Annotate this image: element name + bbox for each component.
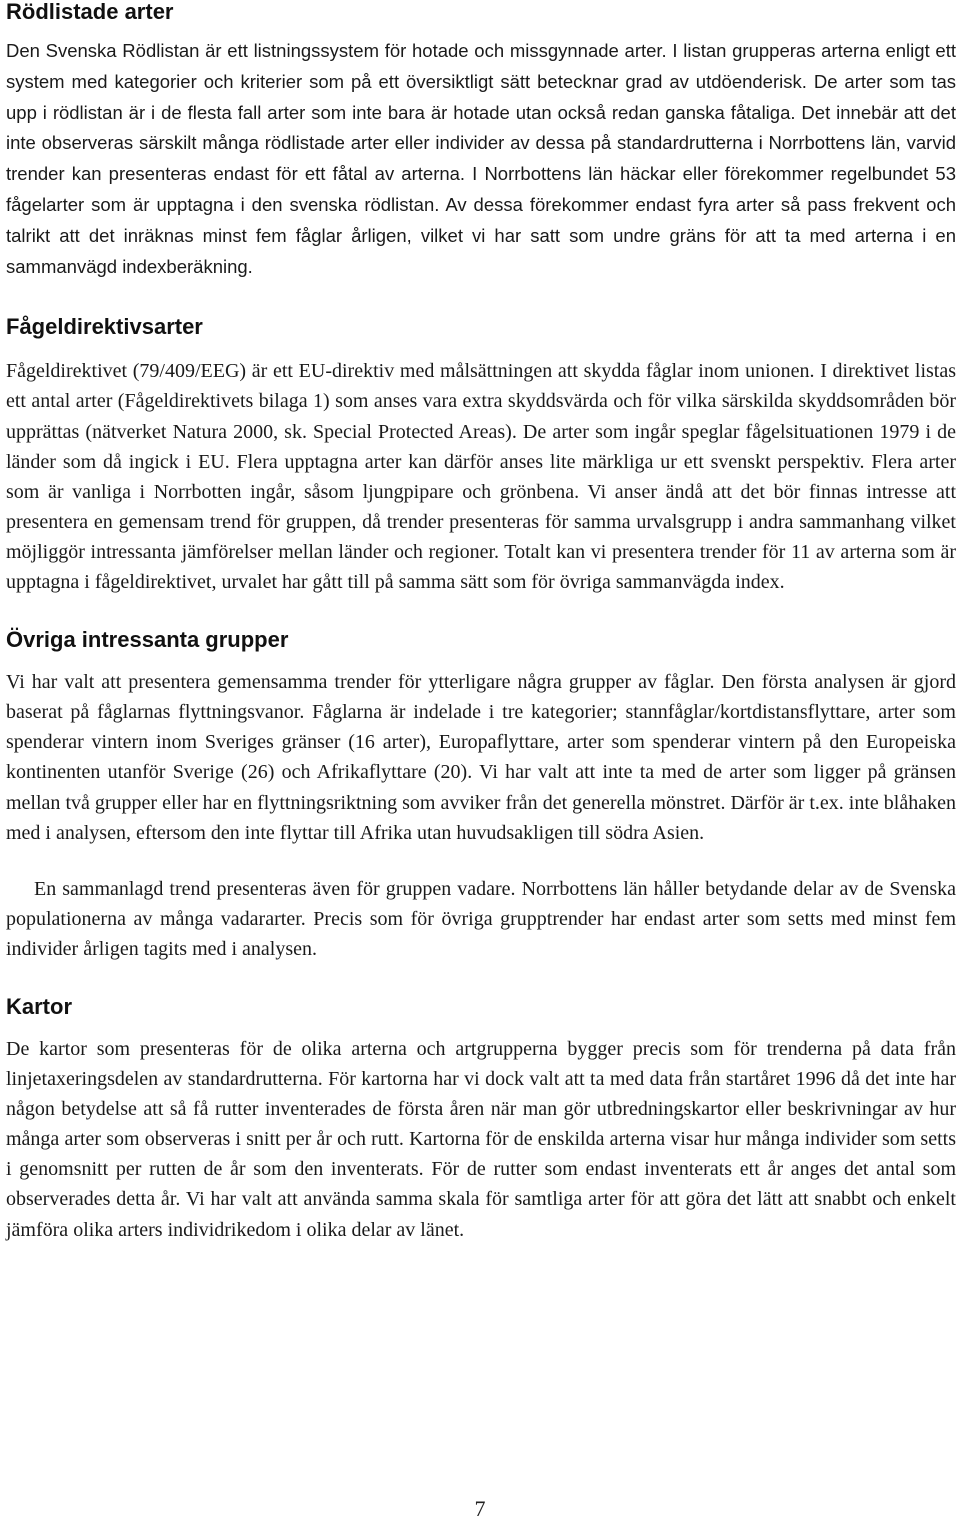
page-number: 7 (474, 1496, 486, 1521)
section-rodlistade-arter (6, 0, 956, 282)
section-fageldirektivsarter (6, 314, 956, 597)
body-paragraph-indented: En sammanlagd trend presenteras även för gruppen vadare. Norrbottens län håller betydande delar av de Svenska populationerna av många vadararter. Precis som för övriga grupptrender har endast arter som setts med minst fem individer årligen tagits med i analysen. (6, 877, 956, 960)
section-heading: Fågeldirektivsarter (6, 314, 203, 340)
section-heading: Rödlistade arter (6, 0, 174, 24)
body-paragraph: Vi har valt att presentera gemensamma trender för ytterligare några grupper av fåglar. Den första analysen är gjord baserat på fåglarnas flyttningsvanor. Fåglarna är indelade i tre kategorier; stannfåglar/kortdistansflyttare, arter som spenderar vintern inom Sveriges gränser (16 arter), Europaflyttare, arter som spenderar vintern på den Europeiska kontinenten utanför Sverige (26) och Afrikaflyttare (20). Vi har valt att inte ta med de arter som ligger på gränsen mellan två grupper eller har en flyttningsriktning som avviker från det generella mönstret. Därför är t.ex. inte blåhaken med i analysen, eftersom den inte flyttar till Afrika utan huvudsakligen till södra Asien. (6, 671, 956, 844)
section-heading: Kartor (6, 993, 73, 1019)
section-ovriga-intressanta-grupper (6, 627, 956, 964)
section-kartor (6, 994, 956, 1245)
body-paragraph: Fågeldirektivet (79/409/EEG) är ett EU-direktiv med målsättningen att skydda fåglar inom unionen. I direktivet listas ett antal arter (Fågeldirektivets bilaga 1) som anses vara extra skyddsvärda och för vilka särskilda skyddsområden bör upprättas (nätverket Natura 2000, sk. Special Protected Areas). De arter som ingår speglar fågelsituationen 1979 i de länder som då ingick i EU. Flera upptagna arter kan därför anses lite märkliga ur ett svenskt perspektiv. Flera arter som är vanliga i Norrbotten ingår, såsom ljungpipare och grönbena. Vi anser ändå att det bör finnas intresse att presentera en gemensam trend för gruppen, då trender presenteras för samma urvalsgrupp i andra sammanhang vilket möjliggör intressanta jämförelser mellan länder och regioner. Totalt kan vi presentera trender för 11 av arterna som är upptagna i fågeldirektivet, urvalet har gått till på samma sätt som för övriga sammanvägda index. (6, 360, 956, 594)
document-page (6, 0, 956, 1245)
body-paragraph: De kartor som presenteras för de olika arterna och artgrupperna bygger precis som för trenderna på data från linjetaxeringsdelen av standardrutterna. För kartorna har vi dock valt att ta med data från startåret 1996 då det inte har någon betydelse att så få rutter inventerades de första åren när man gör utbredningskartor eller beskrivningar av hur många arter som observeras i snitt per år och rutt. Kartorna för de enskilda arterna visar hur många individer som setts i genomsnitt per rutten de år som den inventerats. För de rutter som endast inventerats ett år anges det antal som observerades detta år. Vi har valt att använda samma skala för samtliga arter för att göra det lätt att snabbt och enkelt jämföra olika arters individrikedom i olika delar av länet. (6, 1037, 956, 1241)
body-paragraph: Den Svenska Rödlistan är ett listningssystem för hotade och missgynnade arter. I listan grupperas arterna enligt ett system med kategorier och kriterier som på ett översiktligt sätt betecknar grad av utdöenderisk. De arter som tas upp i rödlistan är i de flesta fall arter som inte bara är hotade utan också redan ganska fåtaliga. Det innebär att det inte observeras särskilt många rödlistade arter eller individer av dessa på standardrutterna i Norrbottens län, varvid trender kan presenteras endast för ett fåtal av arterna. I Norrbottens län häckar eller förekommer regelbundet 53 fågelarter som är upptagna i den svenska rödlistan. Av dessa förekommer endast fyra arter så pass frekvent och talrikt att det inräknas minst fem fåglar årligen, vilket vi har satt som undre gräns för att ta med arterna i en sammanvägd indexberäkning. (6, 40, 956, 277)
section-heading: Övriga intressanta grupper (6, 627, 289, 653)
